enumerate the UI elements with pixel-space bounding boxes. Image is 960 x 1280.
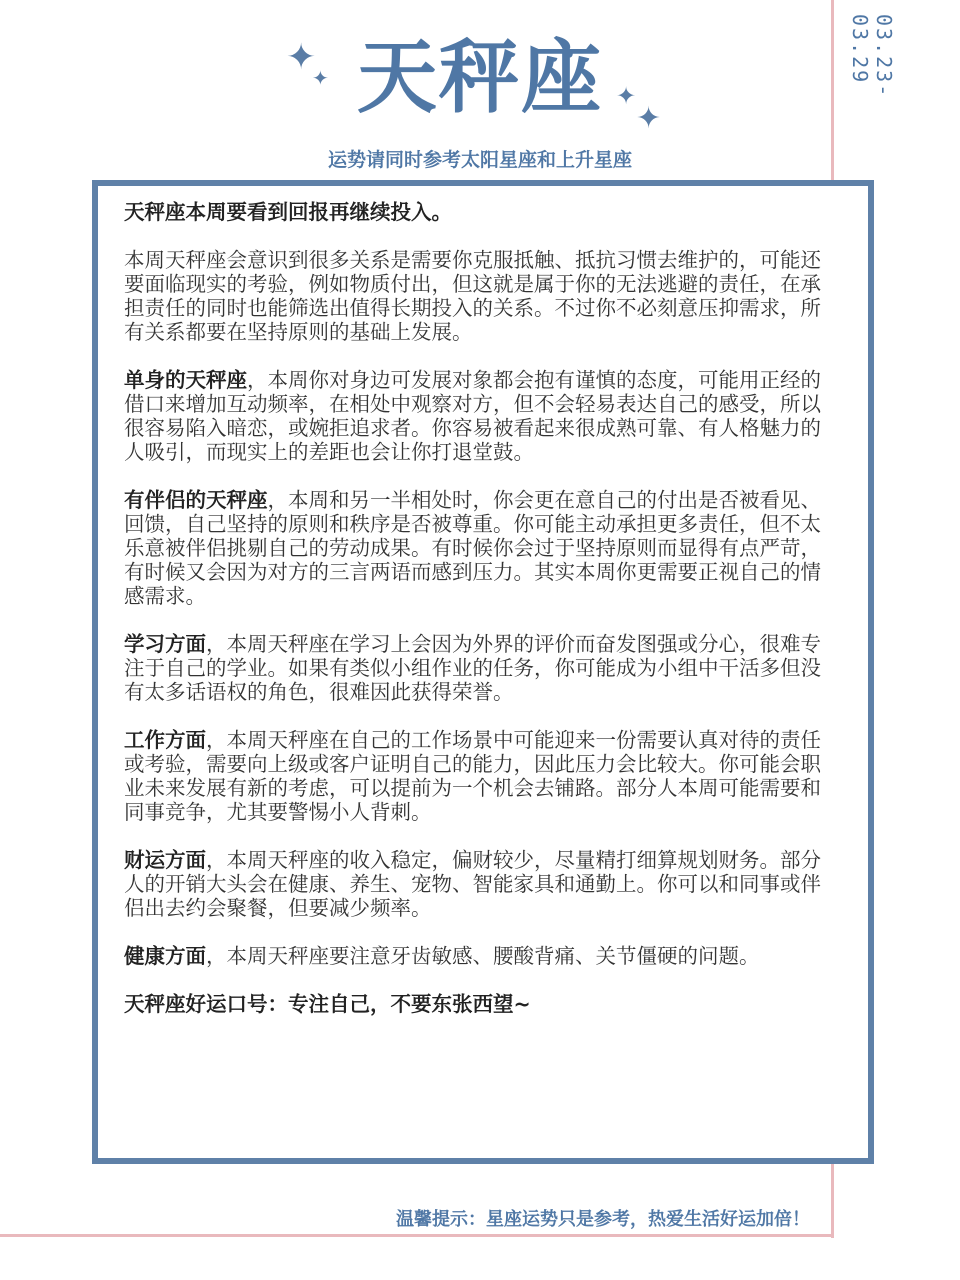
section-single [124, 368, 826, 464]
sparkle-icon: ✦ [312, 66, 329, 90]
section-text: ，本周天秤座在自己的工作场景中可能迎来一份需要认真对待的责任或考验，需要向上级或客户证明自己的能力，因此压力会比较大。你可能会职业未来发展有新的考虑，可以提前为一个机会去铺路。部分人本周可能需要和同事竞争，尤其要警惕小人背刺。 [124, 728, 821, 824]
sparkle-icon: ✦ [616, 82, 637, 110]
section-partnered [124, 488, 826, 608]
section-text: ，本周和另一半相处时，你会更在意自己的付出是否被看见、回馈，自己坚持的原则和秩序是否被尊重。你可能主动承担更多责任，但不太乐意被伴侣挑剔自己的劳动成果。有时候你会过于坚持原则而显得有点严苛，有时候又会因为对方的三言两语而感到压力。其实本周你更需要正视自己的情感需求。 [124, 488, 821, 608]
headline: 天秤座本周要看到回报再继续投入。 [124, 200, 452, 224]
section-label: 学习方面 [124, 632, 206, 656]
sparkle-icon: ✦ [286, 37, 317, 78]
section-health [124, 944, 826, 968]
pink-horizontal-line [0, 1234, 834, 1237]
page-title: 天秤座 [357, 31, 603, 124]
section-text: ，本周你对身边可发展对象都会抱有谨慎的态度，可能用正经的借口来增加互动频率，在相处中观察对方，但不会轻易表达自己的感受，所以很容易陷入暗恋，或婉拒追求者。你容易被看起来很成熟可靠、有人格魅力的人吸引，而现实上的差距也会让你打退堂鼓。 [124, 368, 821, 464]
section-label: 财运方面 [124, 848, 206, 872]
footer-tip: 温馨提示：星座运势只是参考，热爱生活好运加倍！ [396, 1209, 810, 1230]
horoscope-card [92, 180, 874, 1164]
section-label: 单身的天秤座 [124, 368, 247, 392]
sparkle-icon: ✦ [636, 101, 662, 136]
date-range: 03.23-03.29 [848, 14, 896, 99]
intro-paragraph: 本周天秤座会意识到很多关系是需要你克服抵触、抵抗习惯去维护的，可能还要面临现实的考验，例如物质付出，但这就是属于你的无法逃避的责任，在承担责任的同时也能筛选出值得长期投入的关系。不过你不必刻意压抑需求，所有关系都要在坚持原则的基础上发展。 [124, 248, 821, 344]
section-work [124, 728, 826, 824]
section-text: ，本周天秤座在学习上会因为外界的评价而奋发图强或分心，很难专注于自己的学业。如果有类似小组作业的任务，你可能成为小组中干活多但没有太多话语权的角色，很难因此获得荣誉。 [124, 632, 821, 704]
section-text: ，本周天秤座的收入稳定，偏财较少，尽量精打细算规划财务。部分人的开销大头会在健康、养生、宠物、智能家具和通勤上。你可以和同事或伴侣出去约会聚餐，但要减少频率。 [124, 848, 821, 920]
section-label: 健康方面 [124, 944, 206, 968]
card-content [124, 200, 826, 1040]
section-label: 工作方面 [124, 728, 206, 752]
section-text: ，本周天秤座要注意牙齿敏感、腰酸背痛、关节僵硬的问题。 [206, 944, 760, 968]
section-study [124, 632, 826, 704]
subtitle: 运势请同时参考太阳星座和上升星座 [327, 149, 632, 171]
slogan: 天秤座好运口号：专注自己，不要东张西望~ [124, 992, 531, 1016]
section-finance [124, 848, 826, 920]
section-label: 有伴侣的天秤座 [124, 488, 268, 512]
